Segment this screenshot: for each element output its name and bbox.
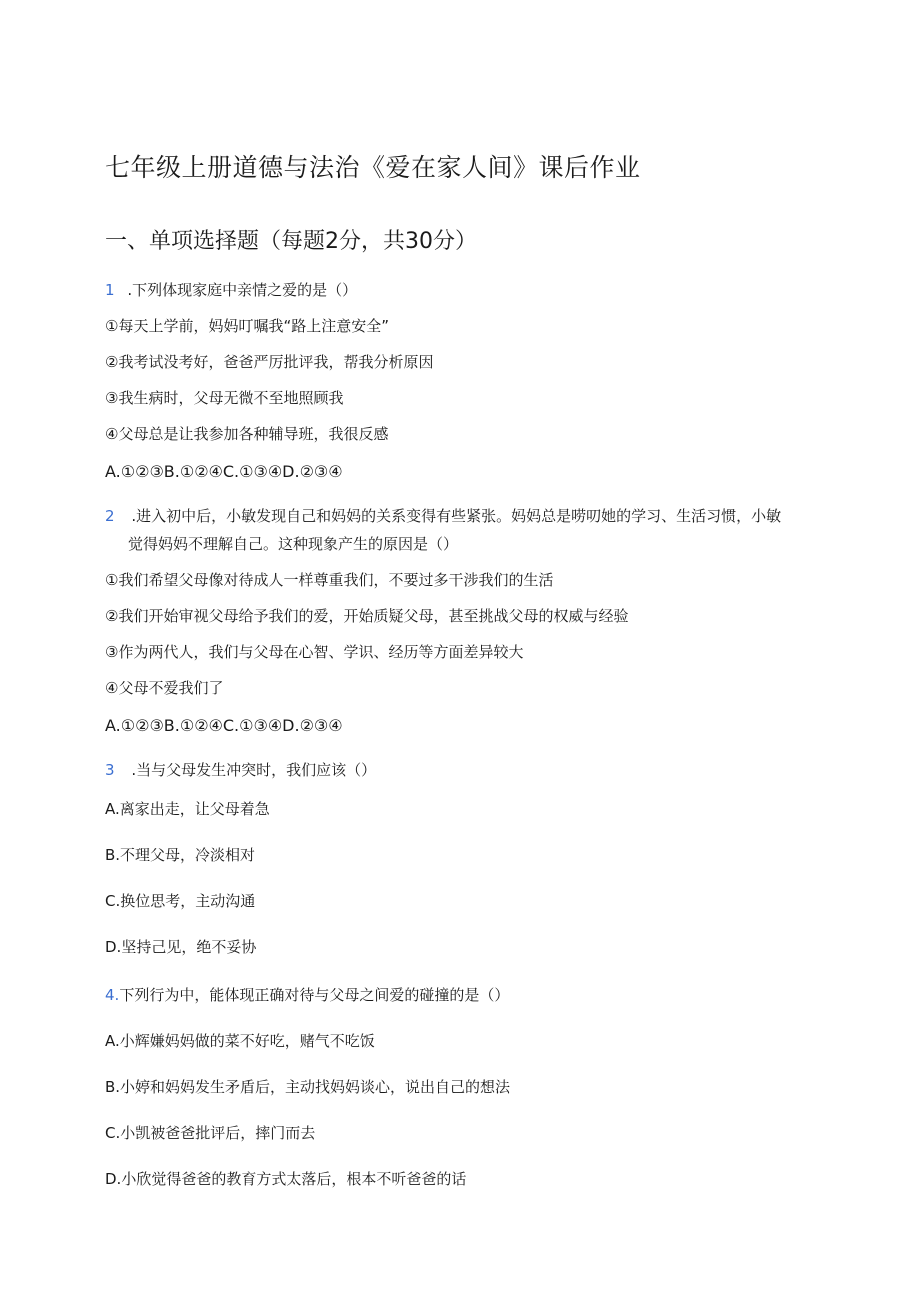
answer-option: D.小欣觉得爸爸的教育方式太落后，根本不听爸爸的话 xyxy=(105,1170,467,1188)
question-number: 1 xyxy=(105,281,115,299)
statement-item: ②我们开始审视父母给予我们的爱，开始质疑父母，甚至挑战父母的权威与经验 xyxy=(105,607,629,625)
answer-options: A.①②③B.①②④C.①③④D.②③④ xyxy=(105,462,343,481)
question-text: 下列行为中，能体现正确对待与父母之间爱的碰撞的是（） xyxy=(119,986,510,1004)
answer-option: C.小凯被爸爸批评后，摔门而去 xyxy=(105,1124,316,1142)
answer-option: A.离家出走，让父母着急 xyxy=(105,800,270,818)
question-text-continued: 觉得妈妈不理解自己。这种现象产生的原因是（） xyxy=(128,535,459,553)
answer-option: B.不理父母，冷淡相对 xyxy=(105,846,256,864)
question-3 xyxy=(105,759,376,780)
question-text: .当与父母发生冲突时，我们应该（） xyxy=(131,761,377,779)
answer-option: A.小辉嫌妈妈做的菜不好吃，赌气不吃饭 xyxy=(105,1032,375,1050)
document-title: 七年级上册道德与法治《爱在家人间》课后作业 xyxy=(105,153,641,182)
question-2 xyxy=(105,505,781,526)
statement-item: ②我考试没考好，爸爸严厉批评我，帮我分析原因 xyxy=(105,353,434,371)
statement-item: ①每天上学前，妈妈叮嘱我“路上注意安全” xyxy=(105,317,389,335)
answer-option: C.换位思考，主动沟通 xyxy=(105,892,256,910)
answer-option: D.坚持己见，绝不妥协 xyxy=(105,938,257,956)
section-heading: 一、单项选择题（每题2分，共30分） xyxy=(105,229,477,254)
statement-item: ④父母不爱我们了 xyxy=(105,679,224,697)
statement-item: ①我们希望父母像对待成人一样尊重我们，不要过多干涉我们的生活 xyxy=(105,571,554,589)
question-number: 4. xyxy=(105,986,120,1004)
answer-option: B.小婷和妈妈发生矛盾后，主动找妈妈谈心，说出自己的想法 xyxy=(105,1078,511,1096)
statement-item: ③我生病时，父母无微不至地照顾我 xyxy=(105,389,344,407)
question-1 xyxy=(105,279,357,300)
question-text: .进入初中后，小敏发现自己和妈妈的关系变得有些紧张。妈妈总是唠叨她的学习、生活习惯，小敏 xyxy=(131,507,782,525)
question-4 xyxy=(105,984,509,1005)
statement-item: ③作为两代人，我们与父母在心智、学识、经历等方面差异较大 xyxy=(105,643,524,661)
statement-item: ④父母总是让我参加各种辅导班，我很反感 xyxy=(105,425,389,443)
answer-options: A.①②③B.①②④C.①③④D.②③④ xyxy=(105,716,343,735)
question-number: 2 xyxy=(105,507,115,525)
question-number: 3 xyxy=(105,761,115,779)
question-text: .下列体现家庭中亲情之爱的是（） xyxy=(127,281,358,299)
